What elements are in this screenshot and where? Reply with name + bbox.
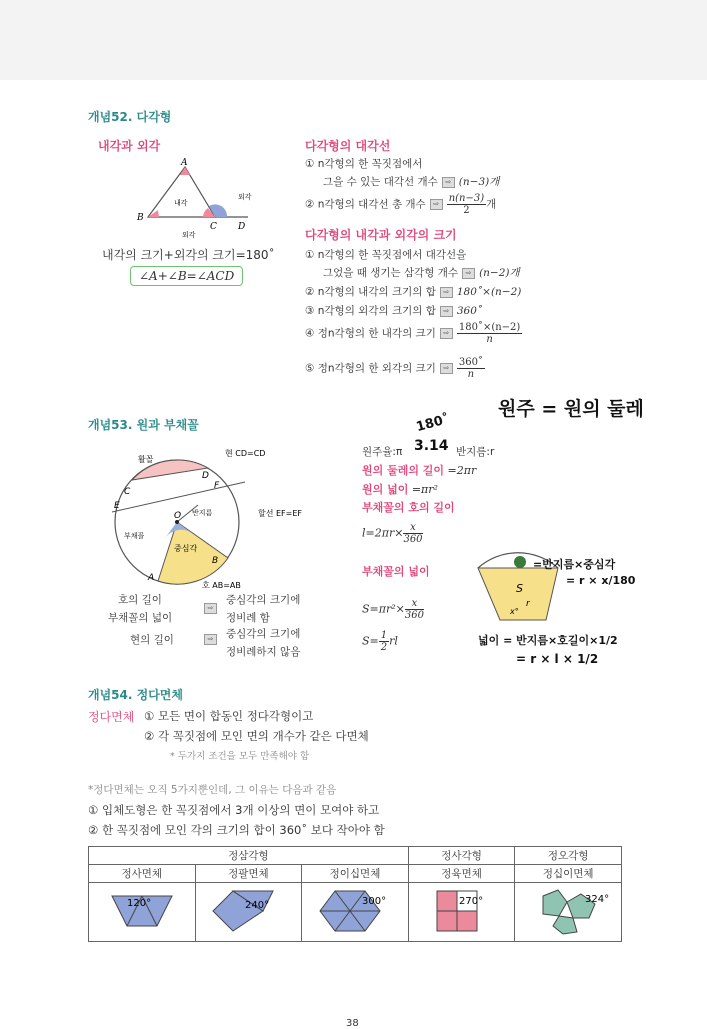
label-c: C <box>210 222 217 232</box>
reason2: ② 한 꼭짓점에 모인 각의 크기의 합이 360˚ 보다 작아야 함 <box>88 823 385 837</box>
solid-cube: 정육면체 <box>408 865 515 883</box>
table-row <box>89 883 622 942</box>
label-arc: 호 AB=AB <box>202 581 241 590</box>
label-o: O <box>174 511 182 521</box>
label-secant: 할선 EF=EF <box>258 509 303 518</box>
label-c: C <box>124 487 131 497</box>
angle-label: 324° <box>585 893 610 905</box>
diag2-row <box>305 193 496 216</box>
sector-area-frac <box>405 598 424 621</box>
net-tetrahedron-cell <box>89 883 196 942</box>
diag2-num: n(n−3) <box>448 193 485 204</box>
diag2-text: ② n각형의 대각선 총 개수 <box>305 198 426 211</box>
sector-area-den: 360 <box>404 610 424 621</box>
ang3-row <box>305 303 482 318</box>
section52-title: 개념52. 다각형 <box>88 110 172 124</box>
circumference-formula: =2πr <box>447 464 477 477</box>
arrow-icon: ⇨ <box>440 306 453 317</box>
ang4-num: 180˚×(n−2) <box>458 322 521 333</box>
hand-note4: = r × l × 1/2 <box>516 652 599 666</box>
angle-b-mark <box>148 210 159 217</box>
net-tetrahedron <box>97 886 187 936</box>
arc-den: 360 <box>403 534 423 545</box>
label-exterior2: 외각 <box>182 231 196 239</box>
arc-frac <box>403 522 422 545</box>
sector-area2-row <box>362 630 398 653</box>
sector-area2-suffix: rl <box>389 634 398 648</box>
solid-octahedron: 정팔면체 <box>195 865 302 883</box>
ang3-result: 360˚ <box>456 305 483 317</box>
interior-exterior-heading: 내각과 외각 <box>98 139 161 153</box>
arc-formula-row <box>362 522 423 545</box>
arrow-icon: ⇨ <box>440 363 453 374</box>
ang5-frac <box>457 357 485 380</box>
area-label: 원의 넓이 <box>362 483 409 496</box>
angle-label: 120° <box>126 897 151 909</box>
ang4-text: ④ 정n각형의 한 내각의 크기 <box>305 327 436 340</box>
ang5-den: n <box>467 369 475 380</box>
label-exterior: 외각 <box>238 193 252 201</box>
angles-heading: 다각형의 내각과 외각의 크기 <box>305 228 457 242</box>
net-dodecahedron <box>523 886 613 936</box>
arrow-icon: ⇨ <box>430 199 443 210</box>
label-f: F <box>214 481 220 491</box>
prop2-left: 현의 길이 <box>130 634 174 646</box>
angle-label: 300° <box>361 895 387 907</box>
label-sector: 부채꼴 <box>124 532 145 540</box>
circumference-label: 원의 둘레의 길이 <box>362 464 445 477</box>
group-pentagon: 정오각형 <box>515 847 622 865</box>
label-chord: 현 CD=CD <box>225 449 266 458</box>
ang2-text: ② n각형의 내각의 크기의 합 <box>305 286 436 298</box>
group-square: 정사각형 <box>408 847 515 865</box>
handwritten-circle-mark <box>514 556 526 568</box>
net-octahedron-cell <box>195 883 302 942</box>
cond-note: * 두가지 조건을 모두 만족해야 함 <box>170 751 310 762</box>
handwritten-note-circumference: 원주 = 원의 둘레 <box>498 398 644 420</box>
arrow-icon: ⇨ <box>204 603 217 614</box>
diag2-unit: 개 <box>486 198 497 211</box>
scan-shadow <box>0 0 707 80</box>
label-b: B <box>137 213 144 223</box>
sector-area-num: x <box>405 598 424 610</box>
diag1-line1: ① n각형의 한 꼭짓점에서 <box>305 158 423 170</box>
hand-note1: =반지름×중심각 <box>533 558 616 571</box>
sector-area2-num: 1 <box>380 630 388 641</box>
net-dodecahedron-cell <box>515 883 622 942</box>
ang3-text: ③ n각형의 외각의 크기의 합 <box>305 305 436 317</box>
sector-x-label: x° <box>510 607 519 616</box>
sector-area2-den: 2 <box>380 642 388 653</box>
prop1-right1: 중심각의 크기에 <box>226 594 301 606</box>
prop1-left2: 부채꼴의 넓이 <box>108 612 173 624</box>
arrow-icon: ⇨ <box>440 328 453 339</box>
label-a: A <box>181 158 188 168</box>
cond1: ① 모든 면이 합동인 정다각형이고 <box>144 709 314 723</box>
ang5-num: 360˚ <box>458 357 483 368</box>
area-formula: =πr² <box>411 483 438 496</box>
net-icosahedron <box>310 886 400 936</box>
label-radius: 반지름 <box>192 509 213 517</box>
sector-area-prefix: S=πr²× <box>362 602 405 616</box>
solid-dodecahedron: 정십이면체 <box>515 865 622 883</box>
label-bow: 활꼴 <box>138 455 154 464</box>
table-row <box>89 847 622 865</box>
section53-title: 개념53. 원과 부채꼴 <box>88 418 199 432</box>
label-e: E <box>114 501 120 511</box>
handwritten-pi-top: 180˚ <box>414 411 452 436</box>
ang2-row <box>305 284 521 299</box>
arrow-icon: ⇨ <box>442 177 455 188</box>
ang4-den: n <box>486 334 493 345</box>
table-row <box>89 865 622 883</box>
section54-title: 개념54. 정다면체 <box>88 688 183 702</box>
ang1-result: (n−2)개 <box>479 267 520 279</box>
ang1-line2-row <box>323 265 520 280</box>
reason1: ① 입체도형은 한 꼭짓점에서 3개 이상의 면이 모여야 하고 <box>88 803 380 817</box>
hand-note2: = r × x/180 <box>566 574 636 587</box>
label-b: B <box>212 556 219 566</box>
prop1-left1: 호의 길이 <box>118 594 162 606</box>
arc-formula-prefix: l=2πr× <box>362 526 404 540</box>
sector-area-heading: 부채꼴의 넓이 <box>362 565 430 578</box>
arrow-icon: ⇨ <box>204 634 217 645</box>
solid-tetrahedron: 정사면체 <box>89 865 196 883</box>
arrow-icon: ⇨ <box>462 268 475 279</box>
angle-label: 270° <box>458 895 483 907</box>
net-octahedron <box>203 886 293 936</box>
pi-row <box>362 444 402 459</box>
prop2-right1: 중심각의 크기에 <box>226 628 301 640</box>
diag1-line2-row <box>323 174 499 189</box>
sector-r-label: r <box>526 599 530 609</box>
net-cube-cell <box>408 883 515 942</box>
label-a: A <box>148 573 155 583</box>
label-interior: 내각 <box>174 199 188 207</box>
ang4-frac <box>457 322 522 345</box>
arc-num: x <box>403 522 422 534</box>
ang5-text: ⑤ 정n각형의 한 외각의 크기 <box>305 362 436 375</box>
ang5-row <box>305 357 485 380</box>
area-row <box>362 481 438 497</box>
reason-intro: *정다면체는 오직 5가지뿐인데, 그 이유는 다음과 같음 <box>88 784 337 796</box>
sector-area-row <box>362 598 424 621</box>
ang2-result: 180˚×(n−2) <box>456 286 522 298</box>
triangle-figure <box>120 155 270 240</box>
handwritten-pi-value: 3.14 <box>414 438 449 454</box>
arc-heading: 부채꼴의 호의 길이 <box>362 501 455 514</box>
label-d: D <box>202 471 209 481</box>
angle-sum-text: 내각의 크기+외각의 크기=180˚ <box>102 248 275 262</box>
ang1-line2: 그었을 때 생기는 삼각형 개수 <box>323 267 459 279</box>
ang1-line1: ① n각형의 한 꼭짓점에서 대각선을 <box>305 249 467 261</box>
polyhedra-table <box>88 846 622 942</box>
circle-figure <box>110 440 310 590</box>
arrow-icon: ⇨ <box>440 287 453 298</box>
angle-identity-box: ∠A+∠B=∠ACD <box>130 266 243 286</box>
ang4-row <box>305 322 522 345</box>
cond2: ② 각 꼭짓점에 모인 면의 개수가 같은 다면체 <box>144 729 369 743</box>
label-central: 중심각 <box>174 544 198 553</box>
angle-label: 240° <box>245 899 270 911</box>
diag2-den: 2 <box>463 205 470 216</box>
prop2-right2: 정비례하지 않음 <box>226 646 301 658</box>
diag1-line2: 그을 수 있는 대각선 개수 <box>323 176 438 188</box>
circumference-row <box>362 462 476 478</box>
hand-note3: 넓이 = 반지름×호길이×1/2 <box>478 634 618 647</box>
diag1-result: (n−3)개 <box>458 176 500 188</box>
sector-area2-frac <box>379 630 389 653</box>
polyhedron-label: 정다면체 <box>88 710 135 724</box>
label-d: D <box>238 222 246 232</box>
solid-icosahedron: 정이십면체 <box>302 865 409 883</box>
diagonal-heading: 다각형의 대각선 <box>305 139 391 153</box>
pi-label: 원주율:π <box>362 446 403 458</box>
group-triangle: 정삼각형 <box>89 847 409 865</box>
diag2-frac <box>447 193 486 216</box>
sector-area2-prefix: S= <box>362 634 379 648</box>
radius-label: 반지름:r <box>456 446 495 458</box>
sector-s-label: S <box>516 582 523 595</box>
page-number: 38 <box>346 1018 359 1029</box>
net-cube <box>417 886 507 936</box>
net-icosahedron-cell <box>302 883 409 942</box>
prop1-right2: 정비례 함 <box>226 612 270 624</box>
